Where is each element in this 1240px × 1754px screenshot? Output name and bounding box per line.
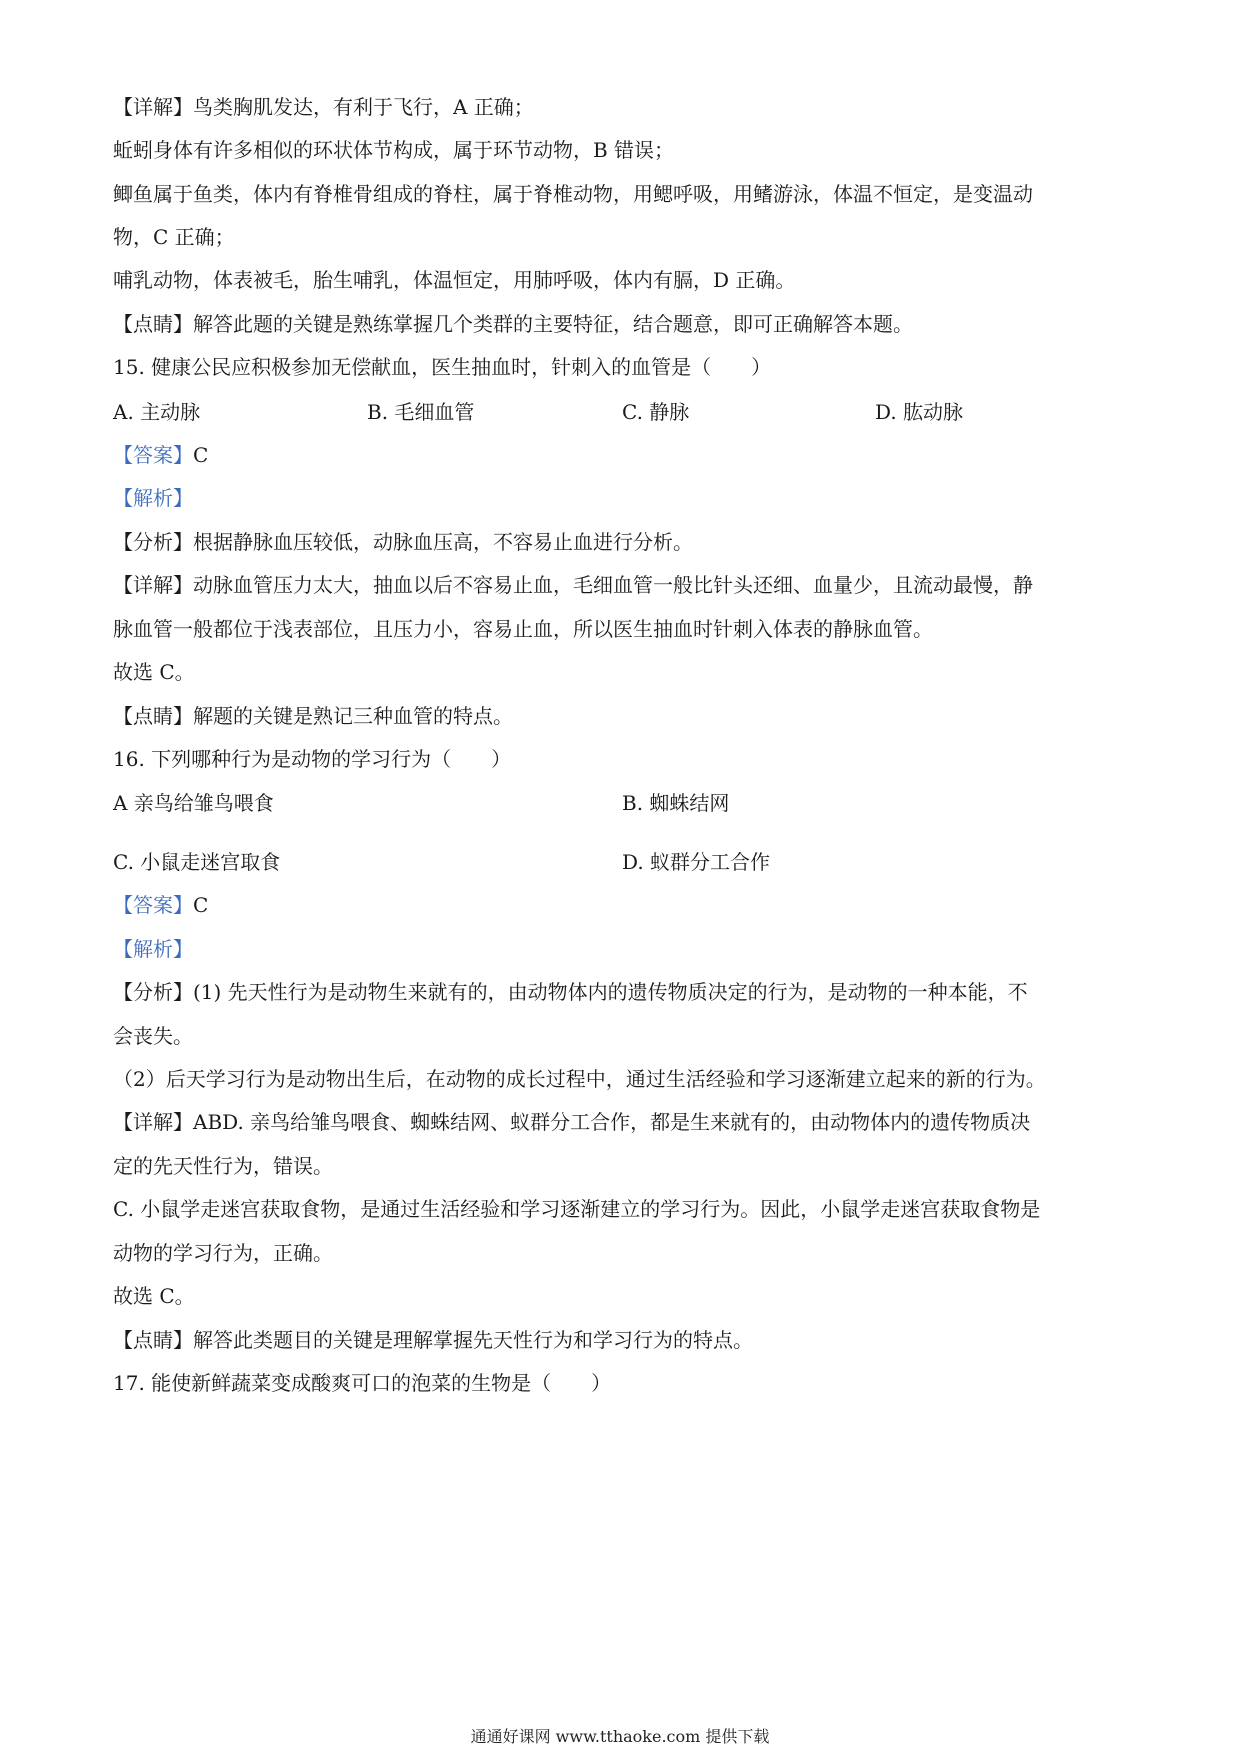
page-footer: 通通好课网 www.tthaoke.com 提供下载	[470, 1727, 770, 1746]
detail-line: 【详解】ABD. 亲鸟给雏鸟喂食、蜘蛛结网、蚁群分工合作，都是生来就有的，由动物体内的遗传物质决	[113, 1110, 1031, 1134]
q16-option-d: D. 蚁群分工合作	[622, 850, 771, 874]
analysis-line: 【分析】根据静脉血压较低，动脉血压高，不容易止血进行分析。	[113, 530, 693, 554]
conclusion-line: 故选 C。	[113, 660, 195, 684]
q16-analysis-tag: 【解析】	[113, 937, 193, 961]
q15-option-b: B. 毛细血管	[367, 400, 475, 424]
q16-answer	[113, 891, 208, 919]
tip-line: 【点睛】解答此题的关键是熟练掌握几个类群的主要特征，结合题意，即可正确解答本题。	[113, 312, 913, 336]
analysis-line: 【分析】(1) 先天性行为是动物生来就有的，由动物体内的遗传物质决定的行为，是动物的一种本能，不	[113, 980, 1028, 1004]
question-15: 15. 健康公民应积极参加无偿献血，医生抽血时，针刺入的血管是（ ）	[113, 355, 772, 379]
detail-line: 【详解】鸟类胸肌发达，有利于飞行，A 正确；	[113, 95, 534, 119]
tip-line: 【点睛】解答此类题目的关键是理解掌握先天性行为和学习行为的特点。	[113, 1328, 753, 1352]
text-line: 鲫鱼属于鱼类，体内有脊椎骨组成的脊柱，属于脊椎动物，用鳃呼吸，用鳍游泳，体温不恒定，是变温动	[113, 182, 1033, 206]
text-line: 物，C 正确；	[113, 225, 235, 249]
q16-option-a: A 亲鸟给雏鸟喂食	[113, 791, 274, 815]
answer-tag: 【答案】	[113, 443, 193, 467]
q15-option-a: A. 主动脉	[113, 400, 201, 424]
q15-answer	[113, 441, 208, 469]
question-17: 17. 能使新鲜蔬菜变成酸爽可口的泡菜的生物是（ ）	[113, 1371, 612, 1395]
tip-line: 【点睛】解题的关键是熟记三种血管的特点。	[113, 704, 513, 728]
text-line: 会丧失。	[113, 1024, 193, 1048]
answer-value: C	[193, 443, 209, 467]
detail-line: 【详解】动脉血管压力太大，抽血以后不容易止血，毛细血管一般比针头还细、血量少，且流动最慢，静	[113, 573, 1033, 597]
q15-option-d: D. 肱动脉	[875, 400, 964, 424]
text-line: 哺乳动物，体表被毛，胎生哺乳，体温恒定，用肺呼吸，体内有膈，D 正确。	[113, 268, 796, 292]
q15-option-c: C. 静脉	[622, 400, 690, 424]
text-line: 脉血管一般都位于浅表部位，且压力小，容易止血，所以医生抽血时针刺入体表的静脉血管。	[113, 617, 933, 641]
answer-tag: 【答案】	[113, 893, 193, 917]
question-16: 16. 下列哪种行为是动物的学习行为（ ）	[113, 747, 512, 771]
q15-analysis-tag: 【解析】	[113, 486, 193, 510]
text-line: C. 小鼠学走迷宫获取食物，是通过生活经验和学习逐渐建立的学习行为。因此，小鼠学走迷宫获取食物是	[113, 1197, 1041, 1221]
text-line: 定的先天性行为，错误。	[113, 1154, 333, 1178]
answer-value: C	[193, 893, 209, 917]
q16-option-c: C. 小鼠走迷宫取食	[113, 850, 281, 874]
text-line: （2）后天学习行为是动物出生后，在动物的成长过程中，通过生活经验和学习逐渐建立起来的新的行为。	[113, 1067, 1046, 1091]
text-line: 动物的学习行为，正确。	[113, 1241, 333, 1265]
text-line: 蚯蚓身体有许多相似的环状体节构成，属于环节动物，B 错误；	[113, 138, 675, 162]
q16-option-b: B. 蜘蛛结网	[622, 791, 730, 815]
conclusion-line: 故选 C。	[113, 1284, 195, 1308]
